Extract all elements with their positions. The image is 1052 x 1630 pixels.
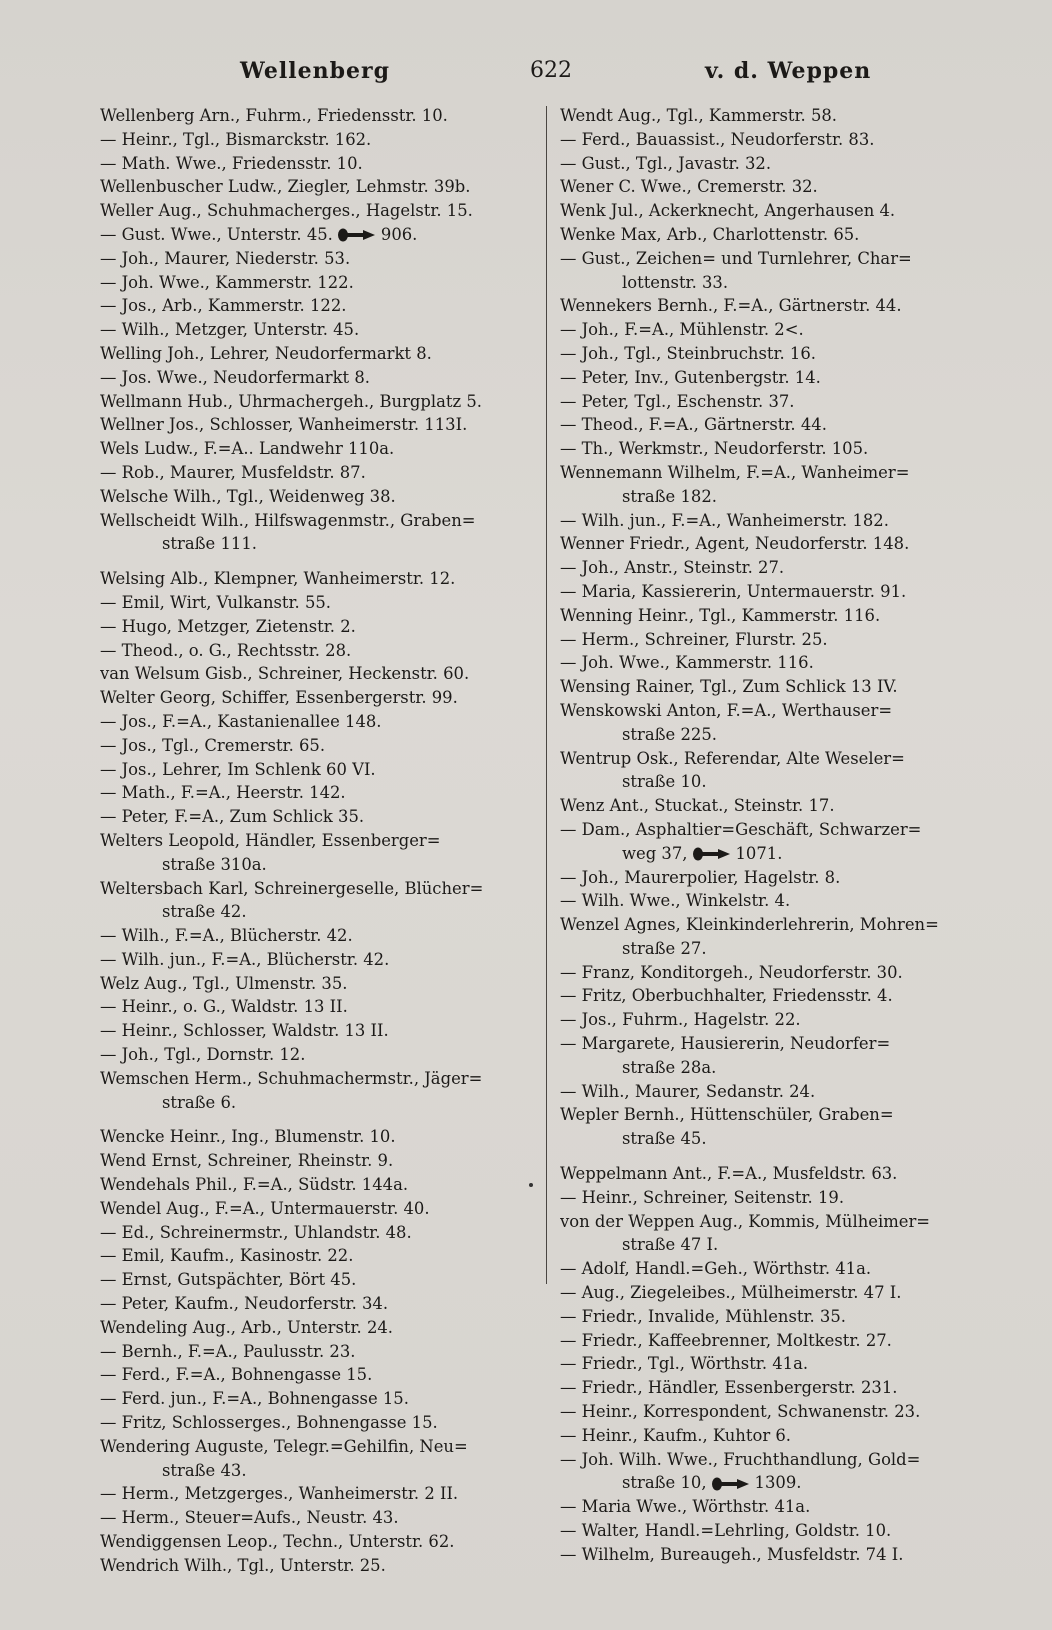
left-entry-line: [100, 686, 532, 710]
entry-text: Wellner Jos., Schlosser, Wanheimerstr. 113I.: [100, 415, 468, 435]
left-entry-line: [100, 805, 532, 829]
entry-text: Wendrich Wilh., Tgl., Unterstr. 25.: [100, 1555, 386, 1575]
left-entry-line: [100, 342, 532, 366]
right-entry-line: [560, 342, 990, 366]
left-entry-line: [100, 591, 532, 615]
left-column: [100, 104, 532, 1578]
left-entry-line: [100, 995, 532, 1019]
entry-text: Wennemann Wilhelm, F.=A., Wanheimer=: [560, 462, 910, 482]
entry-text: — Jos., Lehrer, Im Schlenk 60 VI.: [100, 759, 376, 779]
entry-text: Welsing Alb., Klempner, Wanheimerstr. 12.: [100, 569, 456, 589]
right-entry-line: [560, 604, 990, 628]
right-entry-line: [560, 199, 990, 223]
entry-text: — Joh., Tgl., Steinbruchstr. 16.: [560, 343, 816, 363]
entry-text: — Heinr., Schreiner, Seitenstr. 19.: [560, 1187, 845, 1207]
entry-text: lottenstr. 33.: [622, 272, 729, 292]
left-entry-line: [100, 461, 532, 485]
entry-text: Wellenberg Arn., Fuhrm., Friedensstr. 10.: [100, 106, 448, 125]
right-entry-line: [560, 532, 990, 556]
entry-text: straße 225.: [622, 724, 717, 744]
telephone-number: 1071.: [735, 843, 783, 863]
entry-text: — Franz, Konditorgeh., Neudorferstr. 30.: [560, 962, 903, 982]
entry-text: — Ferd. jun., F.=A., Bohnengasse 15.: [100, 1389, 409, 1409]
entry-text: Wenk Jul., Ackerknecht, Angerhausen 4.: [560, 201, 896, 221]
entry-text: Welz Aug., Tgl., Ulmenstr. 35.: [100, 973, 348, 993]
entry-text: — Joh. Wilh. Wwe., Fruchthandlung, Gold=: [560, 1449, 921, 1469]
entry-text: Wentrup Osk., Referendar, Alte Weseler=: [560, 748, 905, 768]
left-entry-line: [100, 223, 532, 247]
entry-text: — Friedr., Kaffeebrenner, Moltkestr. 27.: [560, 1330, 892, 1350]
left-entry-line: [100, 1244, 532, 1268]
entry-text: Wenz Ant., Stuckat., Steinstr. 17.: [560, 796, 835, 816]
entry-text: — Joh., Maurerpolier, Hagelstr. 8.: [560, 867, 841, 887]
left-entry-line: [100, 1363, 532, 1387]
left-entry-line: [100, 1316, 532, 1340]
left-entry-line: [100, 247, 532, 271]
left-entry-line: [100, 1506, 532, 1530]
page-header: [100, 58, 980, 92]
right-entry-line: [560, 318, 990, 342]
right-entry-line: [560, 413, 990, 437]
right-entry-line: [560, 1376, 990, 1400]
left-entry-line: [100, 1221, 532, 1245]
right-entry-line: [560, 1056, 990, 1080]
entry-text: — Jos., Tgl., Cremerstr. 65.: [100, 735, 326, 755]
right-entry-line: [560, 937, 990, 961]
entry-text: Wenzel Agnes, Kleinkinderlehrerin, Mohren=: [560, 915, 939, 935]
entry-text: — Emil, Wirt, Vulkanstr. 55.: [100, 592, 332, 612]
header-first-name: Wellenberg: [240, 58, 390, 84]
left-entry-line: [100, 1411, 532, 1435]
entry-text: Wenning Heinr., Tgl., Kammerstr. 116.: [560, 605, 881, 625]
right-column: [560, 104, 990, 1567]
entry-text: Wendering Auguste, Telegr.=Gehilfin, Neu=: [100, 1436, 468, 1456]
entry-text: — Wilh. jun., F.=A., Blücherstr. 42.: [100, 949, 390, 969]
right-entry-line: [560, 675, 990, 699]
right-entry-line: [560, 1210, 990, 1234]
entry-text: — Hugo, Metzger, Zietenstr. 2.: [100, 616, 356, 636]
entry-text: — Ernst, Gutspächter, Bört 45.: [100, 1270, 357, 1290]
left-entry-line: [100, 924, 532, 948]
entry-text: — Theod., o. G., Rechtsstr. 28.: [100, 640, 352, 660]
right-entry-line: [560, 628, 990, 652]
telephone-number: 906.: [380, 224, 418, 244]
entry-text: — Th., Werkmstr., Neudorferstr. 105.: [560, 439, 869, 459]
right-entry-line: [560, 247, 990, 271]
entry-text: van Welsum Gisb., Schreiner, Heckenstr. 60.: [100, 664, 470, 684]
entry-text: Wener C. Wwe., Cremerstr. 32.: [560, 177, 818, 197]
entry-text: straße 6.: [162, 1092, 237, 1112]
right-entry-line: [560, 509, 990, 533]
entry-text: — Joh., Anstr., Steinstr. 27.: [560, 558, 785, 578]
right-entry-line: [560, 1448, 990, 1472]
entry-text: — Dam., Asphaltier=Geschäft, Schwarzer=: [560, 819, 922, 839]
left-entry-line: [100, 1459, 532, 1483]
entry-text: Welling Joh., Lehrer, Neudorfermarkt 8.: [100, 343, 432, 363]
right-entry-line: [560, 271, 990, 295]
right-entry-line: [560, 651, 990, 675]
entry-text: — Wilh., Maurer, Sedanstr. 24.: [560, 1081, 816, 1101]
entry-text: Wenke Max, Arb., Charlottenstr. 65.: [560, 224, 860, 244]
left-entry-line: [100, 758, 532, 782]
right-entry-line: [560, 461, 990, 485]
entry-text: Wencke Heinr., Ing., Blumenstr. 10.: [100, 1127, 396, 1147]
left-entry-line: [100, 437, 532, 461]
entry-text: — Joh., Maurer, Niederstr. 53.: [100, 248, 351, 268]
left-entry-line: [100, 1340, 532, 1364]
entry-text: Welter Georg, Schiffer, Essenbergerstr. 99.: [100, 688, 458, 708]
right-entry-line: [560, 390, 990, 414]
entry-text: weg 37,: [622, 843, 688, 863]
right-entry-line: [560, 1080, 990, 1104]
left-entry-line: [100, 1482, 532, 1506]
right-entry-line: [560, 223, 990, 247]
entry-text: — Emil, Kaufm., Kasinostr. 22.: [100, 1246, 354, 1266]
column-divider: [546, 106, 547, 1284]
left-entry-line: [100, 567, 532, 591]
entry-text: — Maria, Kassiererin, Untermauerstr. 91.: [560, 581, 907, 601]
right-entry-line: [560, 1103, 990, 1127]
entry-text: straße 10,: [622, 1473, 707, 1493]
left-entry-line: [100, 532, 532, 556]
right-entry-line: [560, 1519, 990, 1543]
entry-text: Wepler Bernh., Hüttenschüler, Graben=: [560, 1105, 894, 1125]
right-entry-line: [560, 794, 990, 818]
left-entry-line: [100, 877, 532, 901]
right-entry-line: [560, 1352, 990, 1376]
right-entry-line: [560, 1471, 990, 1495]
entry-text: — Adolf, Handl.=Geh., Wörthstr. 41a.: [560, 1259, 872, 1279]
left-entry-line: [100, 900, 532, 924]
right-entry-line: [560, 104, 990, 128]
entry-text: — Joh. Wwe., Kammerstr. 116.: [560, 653, 814, 673]
left-entry-line: [100, 1197, 532, 1221]
entry-text: straße 27.: [622, 938, 707, 958]
left-entry-line: [100, 318, 532, 342]
right-entry-line: [560, 961, 990, 985]
page-number: 622: [530, 58, 572, 83]
right-entry-line: [560, 1162, 990, 1186]
left-entry-line: [100, 972, 532, 996]
telephone-receiver-icon: [337, 227, 377, 243]
entry-text: — Rob., Maurer, Musfeldstr. 87.: [100, 462, 366, 482]
telephone-receiver-icon: [692, 846, 732, 862]
entry-text: — Heinr., Kaufm., Kuhtor 6.: [560, 1425, 792, 1445]
entry-text: straße 310a.: [162, 854, 267, 874]
entry-text: Wend Ernst, Schreiner, Rheinstr. 9.: [100, 1151, 394, 1171]
entry-text: Wemschen Herm., Schuhmachermstr., Jäger=: [100, 1068, 483, 1088]
left-entry-line: [100, 1554, 532, 1578]
left-entry-line: [100, 1149, 532, 1173]
entry-text: — Bernh., F.=A., Paulusstr. 23.: [100, 1341, 356, 1361]
right-entry-line: [560, 485, 990, 509]
entry-text: Welsche Wilh., Tgl., Weidenweg 38.: [100, 486, 396, 506]
entry-text: — Peter, Tgl., Eschenstr. 37.: [560, 391, 795, 411]
right-entry-line: [560, 1008, 990, 1032]
entry-text: straße 111.: [162, 534, 257, 554]
entry-text: — Herm., Schreiner, Flurstr. 25.: [560, 629, 828, 649]
right-entry-line: [560, 747, 990, 771]
entry-text: — Wilh., F.=A., Blücherstr. 42.: [100, 926, 353, 946]
entry-text: — Joh., Tgl., Dornstr. 12.: [100, 1045, 306, 1065]
right-entry-line: [560, 437, 990, 461]
entry-text: — Jos. Wwe., Neudorfermarkt 8.: [100, 367, 370, 387]
entry-text: — Joh. Wwe., Kammerstr. 122.: [100, 272, 354, 292]
right-entry-line: [560, 152, 990, 176]
entry-text: Wellmann Hub., Uhrmachergeh., Burgplatz 5.: [100, 391, 482, 411]
right-entry-line: [560, 1257, 990, 1281]
entry-text: — Heinr., Schlosser, Waldstr. 13 II.: [100, 1021, 389, 1041]
left-entry-line: [100, 829, 532, 853]
entry-text: — Friedr., Händler, Essenbergerstr. 231.: [560, 1378, 898, 1398]
right-entry-line: [560, 723, 990, 747]
entry-text: Welters Leopold, Händler, Essenberger=: [100, 830, 441, 850]
right-entry-line: [560, 1186, 990, 1210]
telephone-receiver-icon: [711, 1476, 751, 1492]
left-entry-line: [100, 639, 532, 663]
entry-text: Wellscheidt Wilh., Hilfswagenmstr., Graben=: [100, 510, 476, 530]
right-entry-line: [560, 913, 990, 937]
entry-text: — Herm., Steuer=Aufs., Neustr. 43.: [100, 1508, 399, 1528]
left-entry-line: [100, 1268, 532, 1292]
right-entry-line: [560, 984, 990, 1008]
entry-text: straße 45.: [622, 1129, 707, 1149]
entry-text: — Gust., Zeichen= und Turnlehrer, Char=: [560, 248, 912, 268]
left-entry-line: [100, 1530, 532, 1554]
entry-text: — Jos., Fuhrm., Hagelstr. 22.: [560, 1010, 801, 1030]
right-entry-line: [560, 866, 990, 890]
left-entry-line: [100, 615, 532, 639]
right-entry-line: [560, 580, 990, 604]
entry-text: — Margarete, Hausiererin, Neudorfer=: [560, 1034, 891, 1054]
entry-text: straße 10.: [622, 772, 707, 792]
right-entry-line: [560, 1329, 990, 1353]
right-entry-line: [560, 1495, 990, 1519]
left-entry-line: [100, 509, 532, 533]
entry-text: — Heinr., Tgl., Bismarckstr. 162.: [100, 129, 372, 149]
left-entry-line: [100, 271, 532, 295]
left-entry-line: [100, 152, 532, 176]
entry-text: straße 43.: [162, 1460, 247, 1480]
right-entry-line: [560, 366, 990, 390]
right-entry-line: [560, 556, 990, 580]
left-entry-line: [100, 781, 532, 805]
entry-text: Wenskowski Anton, F.=A., Werthauser=: [560, 700, 893, 720]
header-last-name: v. d. Weppen: [705, 58, 872, 84]
entry-text: Wellenbuscher Ludw., Ziegler, Lehmstr. 39b.: [100, 177, 471, 197]
left-entry-line: [100, 1043, 532, 1067]
entry-text: Wendel Aug., F.=A., Untermauerstr. 40.: [100, 1198, 430, 1218]
left-entry-line: [100, 199, 532, 223]
right-entry-line: [560, 1543, 990, 1567]
left-entry-line: [100, 1173, 532, 1197]
entry-text: Wendehals Phil., F.=A., Südstr. 144a.: [100, 1175, 409, 1195]
left-entry-line: [100, 1125, 532, 1149]
left-entry-line: [100, 1019, 532, 1043]
telephone-number: 1309.: [754, 1473, 802, 1493]
right-entry-line: [560, 175, 990, 199]
entry-text: Wendeling Aug., Arb., Unterstr. 24.: [100, 1317, 394, 1337]
left-entry-line: [100, 128, 532, 152]
left-entry-line: [100, 366, 532, 390]
entry-text: straße 182.: [622, 486, 717, 506]
right-entry-line: [560, 1281, 990, 1305]
entry-text: — Gust. Wwe., Unterstr. 45.: [100, 224, 333, 244]
left-entry-line: [100, 390, 532, 414]
right-entry-line: [560, 699, 990, 723]
right-entry-line: [560, 294, 990, 318]
entry-text: — Heinr., o. G., Waldstr. 13 II.: [100, 997, 348, 1017]
left-entry-line: [100, 1091, 532, 1115]
entry-text: von der Weppen Aug., Kommis, Mülheimer=: [560, 1211, 931, 1231]
entry-text: — Ferd., Bauassist., Neudorferstr. 83.: [560, 129, 875, 149]
entry-text: Wels Ludw., F.=A.. Landwehr 110a.: [100, 439, 395, 459]
left-entry-line: [100, 294, 532, 318]
entry-text: — Ed., Schreinermstr., Uhlandstr. 48.: [100, 1222, 412, 1242]
entry-text: — Theod., F.=A., Gärtnerstr. 44.: [560, 415, 827, 435]
entry-text: — Wilhelm, Bureaugeh., Musfeldstr. 74 I.: [560, 1544, 904, 1564]
left-entry-line: [100, 853, 532, 877]
entry-text: — Jos., Arb., Kammerstr. 122.: [100, 296, 347, 316]
entry-text: — Fritz, Oberbuchhalter, Friedensstr. 4.: [560, 986, 893, 1006]
right-entry-line: [560, 1424, 990, 1448]
left-entry-line: [100, 104, 532, 128]
entry-text: Wenner Friedr., Agent, Neudorferstr. 148.: [560, 534, 910, 554]
left-entry-line: [100, 485, 532, 509]
entry-text: straße 42.: [162, 902, 247, 922]
entry-text: — Joh., F.=A., Mühlenstr. 2<.: [560, 320, 804, 340]
entry-text: Wensing Rainer, Tgl., Zum Schlick 13 IV.: [560, 677, 898, 697]
right-entry-line: [560, 842, 990, 866]
right-entry-line: [560, 889, 990, 913]
entry-text: — Jos., F.=A., Kastanienallee 148.: [100, 711, 382, 731]
entry-text: straße 47 I.: [622, 1235, 719, 1255]
entry-text: — Wilh., Metzger, Unterstr. 45.: [100, 320, 360, 340]
entry-text: Wendt Aug., Tgl., Kammerstr. 58.: [560, 106, 838, 125]
right-entry-line: [560, 1233, 990, 1257]
entry-text: — Friedr., Invalide, Mühlenstr. 35.: [560, 1306, 846, 1326]
entry-text: — Ferd., F.=A., Bohnengasse 15.: [100, 1365, 373, 1385]
entry-text: — Peter, F.=A., Zum Schlick 35.: [100, 807, 365, 827]
left-entry-line: [100, 734, 532, 758]
left-entry-line: [100, 1387, 532, 1411]
entry-text: — Wilh. Wwe., Winkelstr. 4.: [560, 891, 791, 911]
right-entry-line: [560, 818, 990, 842]
entry-text: Wendiggensen Leop., Techn., Unterstr. 62.: [100, 1532, 455, 1552]
left-entry-line: [100, 1292, 532, 1316]
entry-text: — Friedr., Tgl., Wörthstr. 41a.: [560, 1354, 809, 1374]
left-entry-line: [100, 1435, 532, 1459]
entry-text: straße 28a.: [622, 1057, 717, 1077]
entry-text: — Math. Wwe., Friedensstr. 10.: [100, 153, 363, 173]
left-entry-line: [100, 175, 532, 199]
entry-text: Weltersbach Karl, Schreinergeselle, Blücher=: [100, 878, 484, 898]
right-entry-line: [560, 1400, 990, 1424]
entry-text: — Peter, Kaufm., Neudorferstr. 34.: [100, 1294, 389, 1314]
left-entry-line: [100, 948, 532, 972]
entry-text: — Aug., Ziegeleibes., Mülheimerstr. 47 I.: [560, 1283, 902, 1303]
entry-text: Weppelmann Ant., F.=A., Musfeldstr. 63.: [560, 1164, 898, 1184]
print-speck: [529, 1183, 533, 1187]
entry-text: — Fritz, Schlosserges., Bohnengasse 15.: [100, 1413, 438, 1433]
right-entry-line: [560, 1032, 990, 1056]
entry-text: — Heinr., Korrespondent, Schwanenstr. 23.: [560, 1402, 921, 1422]
entry-text: — Peter, Inv., Gutenbergstr. 14.: [560, 367, 821, 387]
entry-text: — Herm., Metzgerges., Wanheimerstr. 2 II.: [100, 1484, 459, 1504]
left-entry-line: [100, 662, 532, 686]
left-entry-line: [100, 413, 532, 437]
entry-text: — Math., F.=A., Heerstr. 142.: [100, 783, 346, 803]
left-entry-line: [100, 710, 532, 734]
entry-text: — Wilh. jun., F.=A., Wanheimerstr. 182.: [560, 510, 889, 530]
entry-text: — Walter, Handl.=Lehrling, Goldstr. 10.: [560, 1521, 892, 1541]
right-entry-line: [560, 128, 990, 152]
left-entry-line: [100, 1067, 532, 1091]
entry-text: Weller Aug., Schuhmacherges., Hagelstr. 15.: [100, 201, 473, 221]
entry-text: — Maria Wwe., Wörthstr. 41a.: [560, 1497, 811, 1517]
right-entry-line: [560, 1127, 990, 1151]
right-entry-line: [560, 1305, 990, 1329]
right-entry-line: [560, 770, 990, 794]
entry-text: Wennekers Bernh., F.=A., Gärtnerstr. 44.: [560, 296, 902, 316]
entry-text: — Gust., Tgl., Javastr. 32.: [560, 153, 772, 173]
